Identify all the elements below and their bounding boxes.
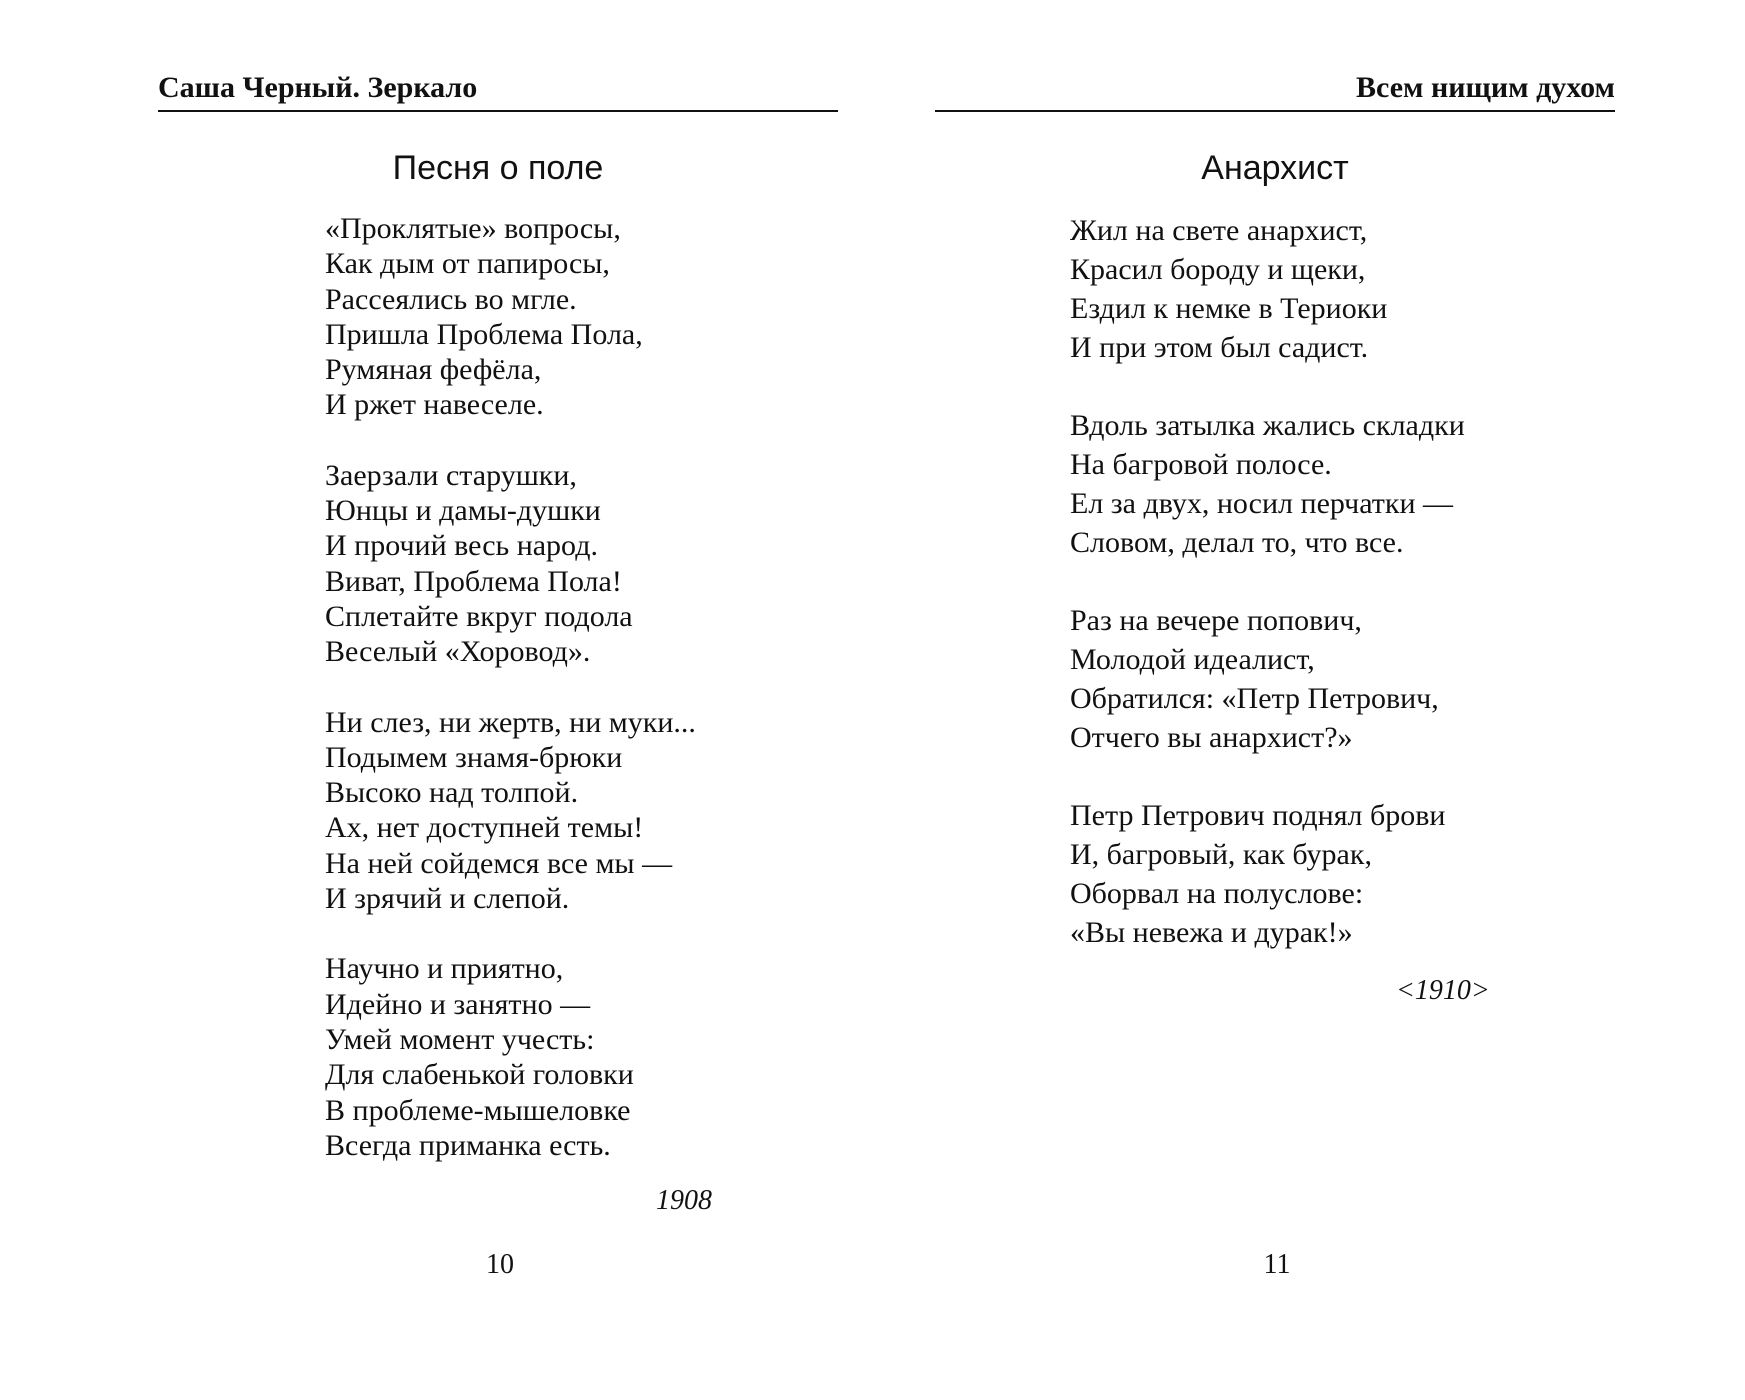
verse-line: Жил на свете анархист, [1070, 214, 1368, 247]
verse-line: Раз на вечере попович, [1070, 604, 1362, 637]
verse-line: Умей момент учесть: [325, 1022, 595, 1056]
poem-date: <1910> [1396, 975, 1490, 1006]
stanza [1070, 406, 1590, 562]
verse-line: Петр Петрович поднял брови [1070, 799, 1446, 832]
verse-line: Вдоль затылка жались складки [1070, 409, 1465, 442]
verse-line: Заерзали старушки, [325, 458, 577, 492]
verse-line: Рассеялись во мгле. [325, 282, 577, 316]
verse-line: Ах, нет доступней темы! [325, 811, 644, 845]
poem-date: 1908 [656, 1185, 712, 1216]
verse-line: Ел за двух, носил перчатки — [1070, 487, 1453, 520]
verse-line: Пришла Проблема Пола, [325, 317, 643, 351]
stanza [325, 705, 825, 917]
stanza [1070, 796, 1590, 952]
verse-line: Обратился: «Петр Петрович, [1070, 682, 1439, 715]
verse-line: Отчего вы анархист?» [1070, 721, 1353, 754]
right-page [872, 0, 1745, 1400]
verse-line: Оборвал на полуслове: [1070, 877, 1364, 910]
verse-line: И прочий весь народ. [325, 529, 598, 563]
verse-line: И ржет навеселе. [325, 388, 544, 422]
stanza [1070, 211, 1590, 367]
verse-line: Веселый «Хоровод». [325, 635, 591, 669]
page-number: 11 [1263, 1249, 1291, 1280]
stanza [325, 951, 825, 1163]
verse-line: Словом, делал то, что все. [1070, 526, 1404, 559]
poem-title: Анархист [1201, 149, 1349, 187]
verse-line: Для слабенькой головки [325, 1058, 634, 1092]
verse-line: И зрячий и слепой. [325, 882, 570, 916]
verse-line: И при этом был садист. [1070, 331, 1369, 364]
verse-line: Ни слез, ни жертв, ни муки... [325, 705, 696, 739]
poem-title: Песня о поле [392, 149, 604, 187]
verse-line: Сплетайте вкруг подола [325, 599, 633, 633]
verse-line: Виват, Проблема Пола! [325, 564, 622, 598]
running-head-author-book: Саша Черный. Зеркало [158, 70, 838, 112]
verse-line: В проблеме-мышеловке [325, 1093, 631, 1127]
verse-line: Высоко над толпой. [325, 776, 579, 810]
stanza [325, 211, 825, 423]
verse-line: Юнцы и дамы-душки [325, 494, 601, 528]
verse-line: Ездил к немке в Териоки [1070, 292, 1388, 325]
stanza [325, 458, 825, 670]
verse-line: «Проклятые» вопросы, [325, 212, 621, 245]
verse-line: «Вы невежа и дурак!» [1070, 916, 1353, 949]
verse-line: Румяная фефёла, [325, 353, 542, 387]
poem-body [325, 211, 825, 1198]
verse-line: На багровой полосе. [1070, 448, 1332, 481]
page-number: 10 [486, 1249, 514, 1280]
left-page [0, 0, 872, 1400]
verse-line: Подымем знамя-брюки [325, 740, 623, 774]
stanza [1070, 601, 1590, 757]
poem-body [1070, 211, 1590, 991]
verse-line: И, багровый, как бурак, [1070, 838, 1372, 871]
verse-line: Идейно и занятно — [325, 987, 591, 1021]
verse-line: Как дым от папиросы, [325, 247, 610, 281]
verse-line: Всегда приманка есть. [325, 1128, 611, 1162]
verse-line: Красил бороду и щеки, [1070, 253, 1366, 286]
verse-line: На ней сойдемся все мы — [325, 846, 673, 880]
verse-line: Молодой идеалист, [1070, 643, 1315, 676]
running-head-section: Всем нищим духом [935, 70, 1615, 112]
verse-line: Научно и приятно, [325, 952, 564, 986]
